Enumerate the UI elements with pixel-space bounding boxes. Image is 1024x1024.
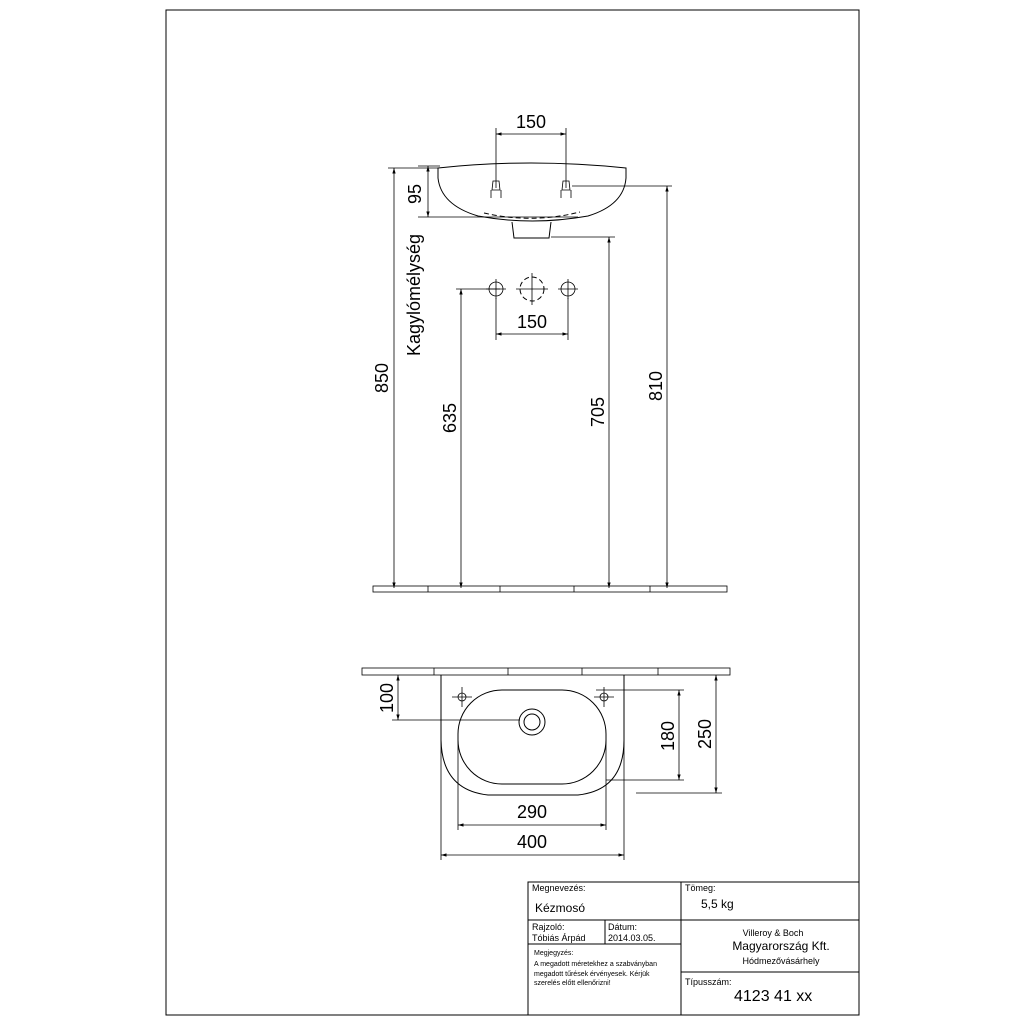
sheet-border — [166, 10, 859, 1015]
weight-value: 5,5 kg — [701, 897, 734, 911]
dim-tap-spacing-wall: 150 — [516, 312, 548, 332]
plan-tap-hole-left-icon — [452, 687, 472, 707]
dim-height-supply: 705 — [588, 396, 608, 428]
wall-waste-icon — [516, 273, 548, 305]
drain-outer — [519, 709, 545, 735]
name-value: Kézmosó — [535, 901, 586, 915]
dim-wall-to-tap: 100 — [377, 682, 397, 714]
type-label: Típusszám: — [685, 977, 732, 987]
notes-label: Megjegyzés: — [534, 950, 574, 957]
plan-view — [362, 668, 730, 860]
dim-total-width: 400 — [516, 832, 548, 852]
type-value: 4123 41 xx — [734, 988, 813, 1005]
drawer-value: Tóbiás Árpád — [532, 933, 586, 943]
name-label: Megnevezés: — [532, 883, 586, 893]
date-value: 2014.03.05. — [608, 933, 656, 943]
basin-bowl — [458, 690, 606, 784]
wall-line — [362, 668, 730, 675]
wall-supply-right-icon — [558, 279, 578, 299]
dim-height-rim: 850 — [372, 362, 392, 394]
dim-bowl-depth: 180 — [658, 720, 678, 752]
title-block — [528, 882, 859, 1015]
elevation-view — [372, 112, 727, 592]
notes-line-1: A megadott méretekhez a szabványban — [534, 961, 657, 968]
company-line-2: Magyarország Kft. — [732, 939, 830, 953]
basin-depth-label: Kagylómélység — [404, 233, 424, 357]
dim-total-depth: 250 — [695, 718, 715, 750]
weight-label: Tömeg: — [685, 883, 716, 893]
drawer-label: Rajzoló: — [532, 922, 565, 932]
basin-outline — [438, 163, 626, 221]
floor-line — [373, 586, 727, 592]
dim-height-waste: 635 — [440, 402, 460, 434]
notes-line-2: megadott tűrések érvényesek. Kérjük — [534, 971, 650, 978]
dim-height-overflow: 810 — [646, 370, 666, 402]
company-line-3: Hódmezővásárhely — [742, 956, 820, 966]
dim-tap-spacing-top: 150 — [515, 112, 547, 132]
notes-line-3: szerelés előtt ellenőrizni! — [534, 980, 611, 987]
company-line-1: Villeroy & Boch — [742, 928, 804, 938]
dim-bowl-width: 290 — [516, 802, 548, 822]
waste-outlet — [512, 222, 551, 238]
date-label: Dátum: — [608, 922, 638, 932]
dim-rim-depth: 95 — [405, 183, 425, 205]
drain-inner — [524, 714, 540, 730]
